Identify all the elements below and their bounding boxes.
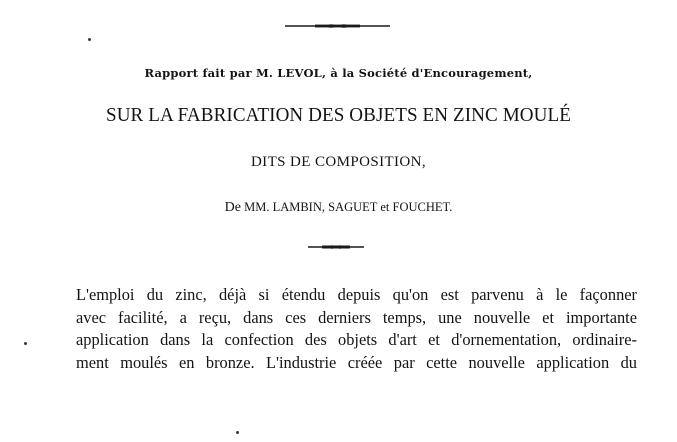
authors-line bbox=[0, 200, 677, 216]
authors-et: et bbox=[380, 200, 390, 214]
ink-speck bbox=[88, 38, 91, 41]
report-attribution bbox=[0, 66, 677, 80]
paragraph-line: avec facilité, a reçu, dans ces derniers temps, une nouvelle et importante bbox=[76, 307, 637, 327]
ink-speck bbox=[24, 342, 27, 345]
authors-last: FOUCHET. bbox=[389, 200, 453, 214]
section-ornamental-rule bbox=[308, 243, 364, 251]
paragraph-line: L'emploi du zinc, déjà si étendu depuis qu'on est parvenu à le façonner bbox=[76, 285, 637, 304]
report-author: M. LEVOL bbox=[255, 66, 322, 80]
ink-speck bbox=[236, 431, 239, 434]
report-suffix: , à la Société d'Encouragement, bbox=[321, 66, 533, 80]
top-ornamental-rule bbox=[285, 22, 390, 30]
authors-names: MM. LAMBIN, SAGUET bbox=[240, 200, 381, 214]
paragraph-line: application dans la confection des objets d'art et d'ornementation, ordinaire- bbox=[76, 330, 637, 350]
document-subtitle: DITS DE COMPOSITION, bbox=[250, 154, 427, 170]
body-paragraph bbox=[76, 284, 637, 374]
document-title: SUR LA FABRICATION DES OBJETS EN ZINC MOULÉ bbox=[105, 104, 571, 126]
authors-de: De bbox=[224, 200, 241, 215]
report-prefix: Rapport fait par bbox=[144, 66, 256, 80]
paragraph-line: ment moulés en bronze. L'industrie créée par cette nouvelle application du bbox=[76, 352, 637, 372]
